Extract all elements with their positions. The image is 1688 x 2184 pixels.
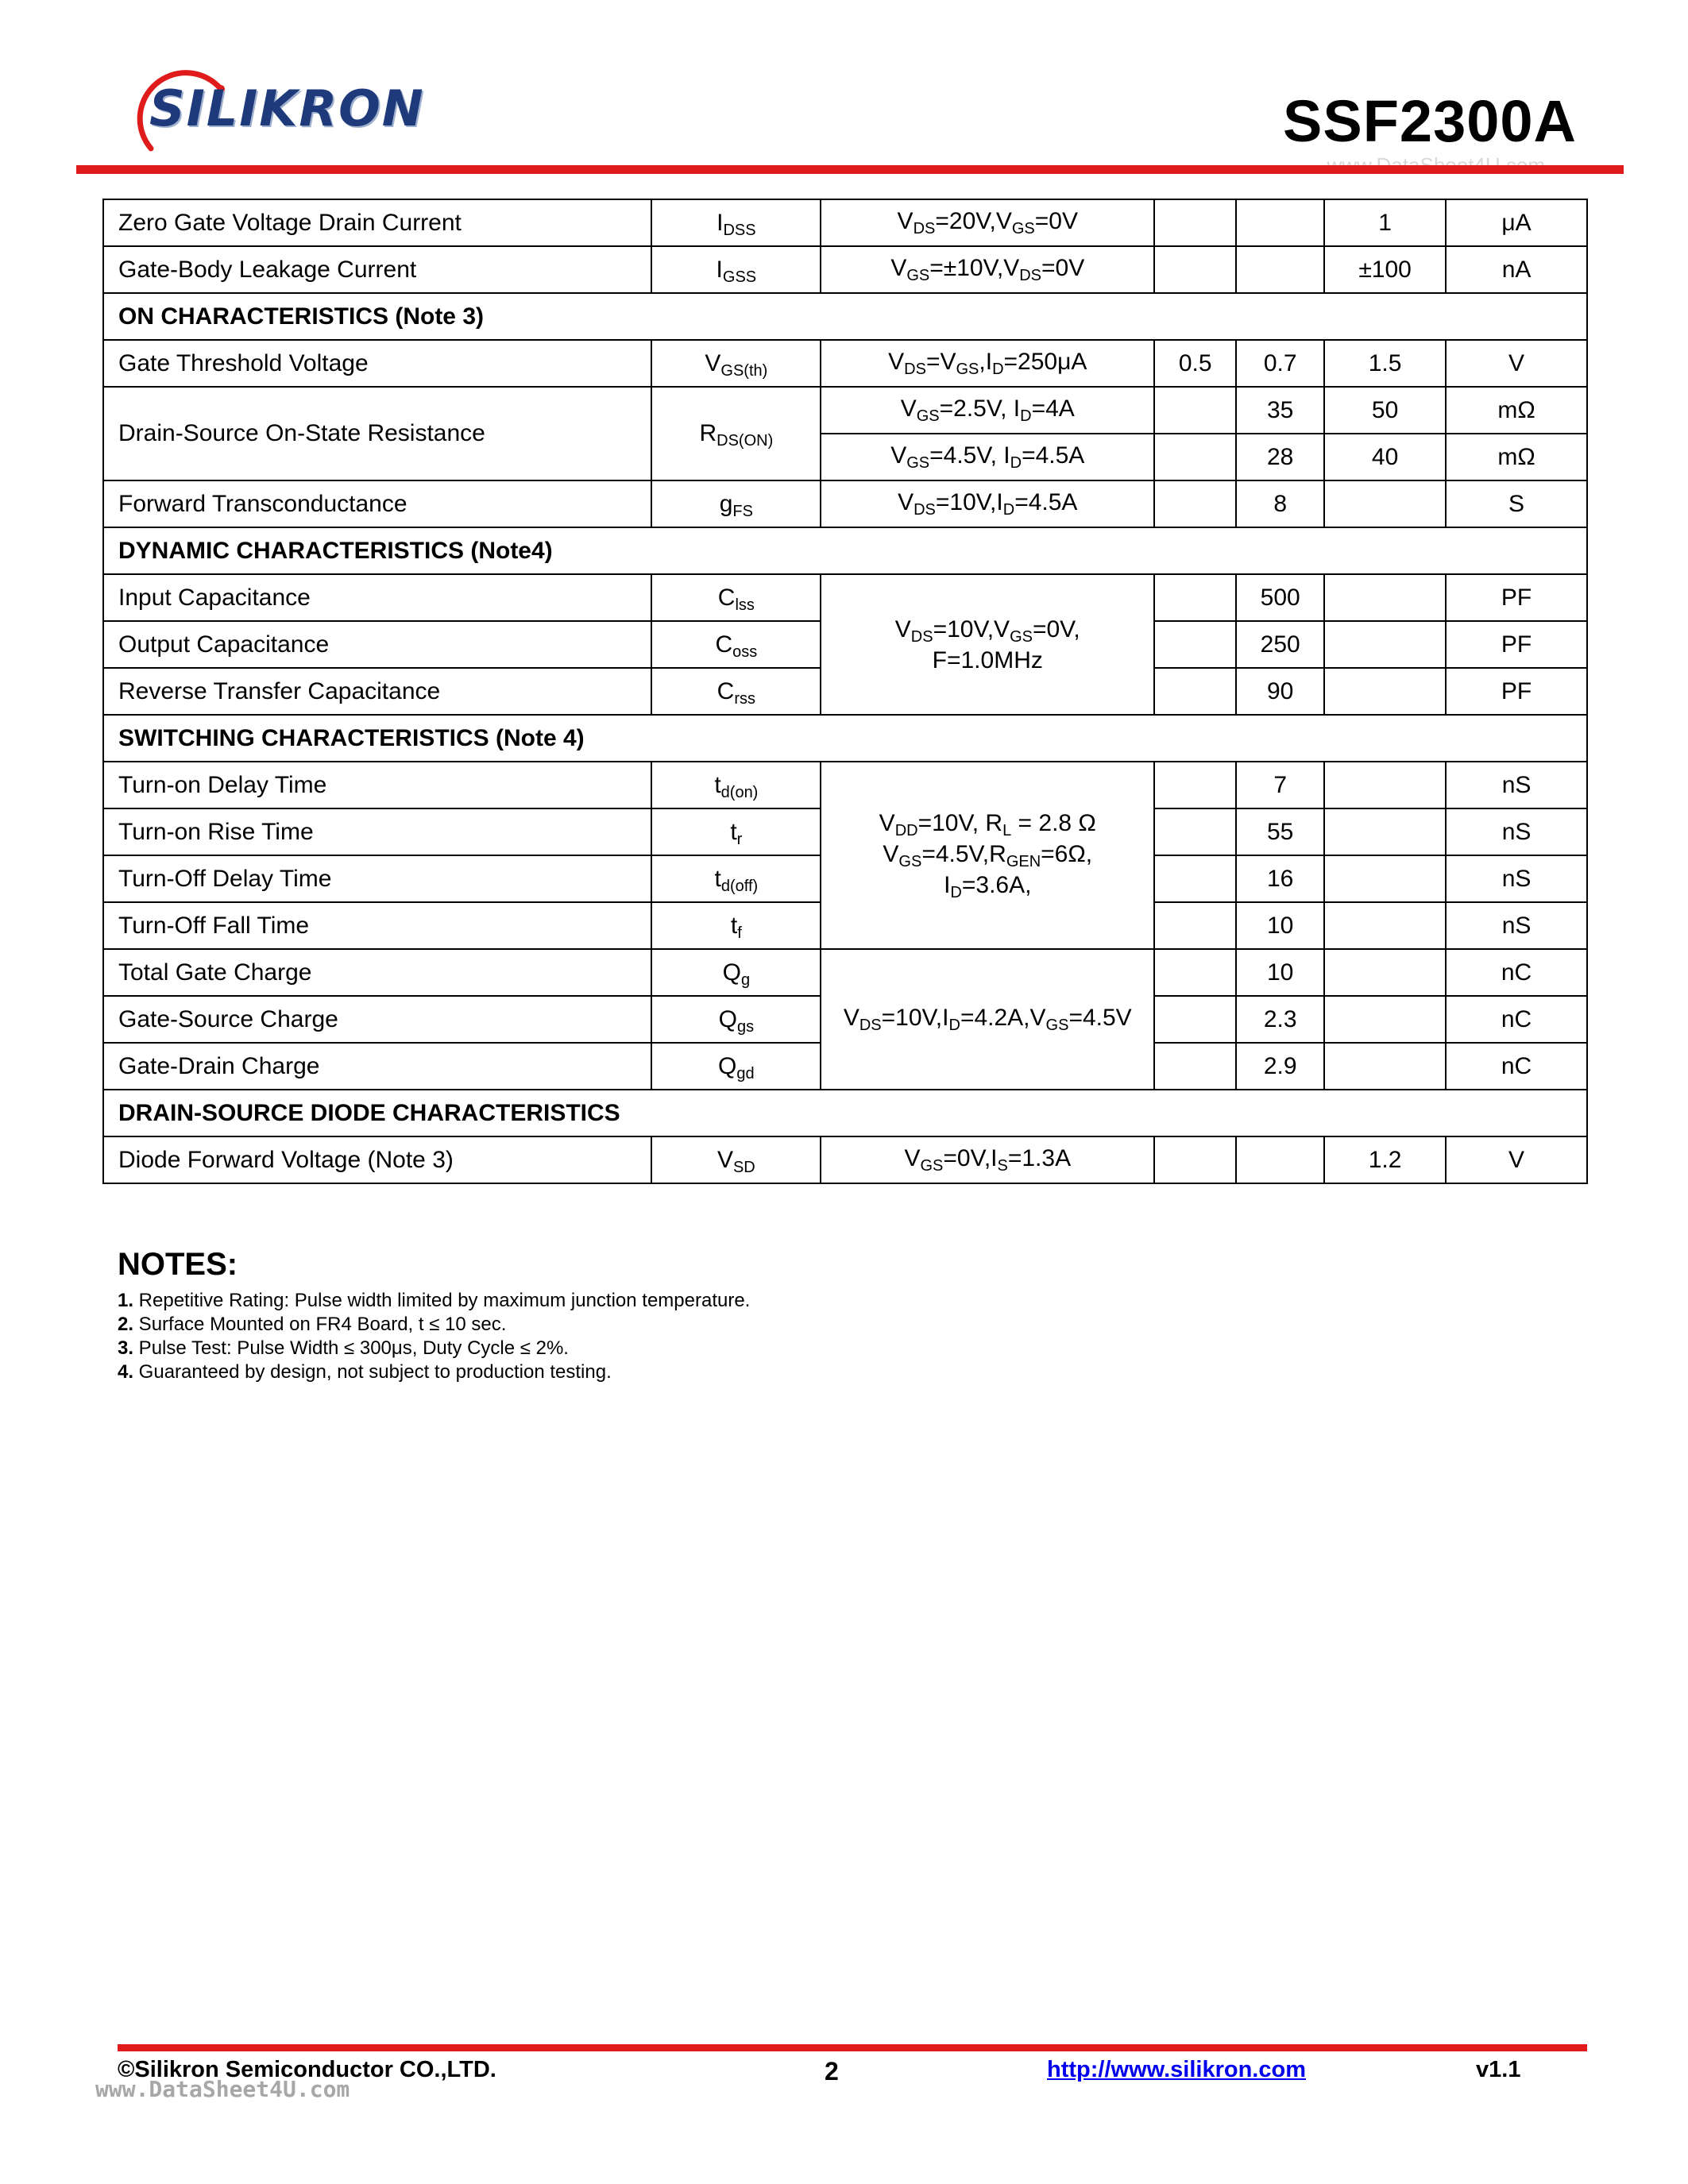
symbol-subscript: rss <box>734 689 756 708</box>
parameter-cell: Gate Threshold Voltage <box>103 340 651 387</box>
symbol-cell <box>651 762 821 808</box>
symbol-subscript: d(on) <box>720 783 759 801</box>
version-label: v1.1 <box>1476 2057 1521 2082</box>
cond-line <box>836 488 1139 519</box>
cond-line <box>836 348 1139 379</box>
cond-text: =250μA <box>1003 349 1087 375</box>
logo-text: SILIKRON <box>149 79 425 137</box>
cond-subscript: DS <box>859 1017 882 1034</box>
cond-text: =2.5V, <box>939 396 1014 422</box>
note-text: Surface Mounted on FR4 Board, t ≤ 10 sec. <box>133 1314 507 1335</box>
max-cell: 1.5 <box>1324 340 1446 387</box>
cond-line <box>836 1144 1139 1175</box>
typ-cell <box>1236 199 1324 246</box>
unit-cell: PF <box>1446 621 1587 668</box>
cond-text: I <box>996 489 1003 515</box>
cond-subscript: D <box>1010 454 1022 472</box>
min-cell <box>1154 480 1236 527</box>
section-row <box>103 715 1587 762</box>
cond-line <box>836 615 1139 646</box>
cond-subscript: DS <box>1019 267 1041 284</box>
symbol-cell <box>651 621 821 668</box>
unit-cell: nS <box>1446 855 1587 902</box>
part-number-title: SSF2300A <box>1283 88 1577 154</box>
symbol-text: R <box>699 420 717 446</box>
symbol-text: t <box>714 771 721 798</box>
parameter-cell: Drain-Source On-State Resistance <box>103 387 651 480</box>
symbol-cell <box>651 1043 821 1090</box>
parameter-cell: Zero Gate Voltage Drain Current <box>103 199 651 246</box>
cond-text: V <box>894 615 911 642</box>
cond-subscript: DS <box>904 361 926 378</box>
min-cell <box>1154 387 1236 434</box>
condition-cell <box>821 949 1154 1090</box>
parameter-cell: Output Capacitance <box>103 621 651 668</box>
cond-text: =4.2A, <box>960 1005 1030 1031</box>
min-cell <box>1154 574 1236 621</box>
unit-cell: V <box>1446 340 1587 387</box>
section-row <box>103 527 1587 574</box>
symbol-text: I <box>716 256 723 283</box>
note-number: 3. <box>118 1337 134 1359</box>
unit-cell: nC <box>1446 949 1587 996</box>
table-row <box>103 574 1587 621</box>
parameter-cell: Turn-on Delay Time <box>103 762 651 808</box>
typ-cell: 2.9 <box>1236 1043 1324 1090</box>
cond-line <box>836 442 1139 473</box>
cond-text: V <box>1003 255 1020 281</box>
parameter-cell: Input Capacitance <box>103 574 651 621</box>
typ-cell: 10 <box>1236 949 1324 996</box>
cond-text: =V <box>925 349 956 375</box>
notes-list <box>118 1289 750 1384</box>
max-cell <box>1324 480 1446 527</box>
min-cell <box>1154 434 1236 480</box>
parameter-cell: Gate-Source Charge <box>103 996 651 1043</box>
unit-cell: nC <box>1446 1043 1587 1090</box>
max-cell: ±100 <box>1324 246 1446 293</box>
min-cell <box>1154 668 1236 715</box>
cond-subscript: GS <box>1045 1017 1069 1034</box>
condition-cell <box>821 1136 1154 1183</box>
max-cell: 40 <box>1324 434 1446 480</box>
table-row <box>103 1136 1587 1183</box>
note-number: 1. <box>118 1290 134 1311</box>
cond-text: =4.5A <box>1022 442 1085 469</box>
cond-text: =4.5V <box>1068 1005 1132 1031</box>
parameter-cell: Gate-Body Leakage Current <box>103 246 651 293</box>
cond-subscript: DS <box>913 220 936 237</box>
symbol-subscript: lss <box>735 596 755 614</box>
symbol-cell <box>651 855 821 902</box>
typ-cell: 2.3 <box>1236 996 1324 1043</box>
min-cell <box>1154 199 1236 246</box>
section-row <box>103 293 1587 340</box>
symbol-text: Q <box>718 1052 737 1079</box>
parameter-cell: Turn-on Rise Time <box>103 808 651 855</box>
symbol-subscript: gd <box>736 1064 755 1082</box>
min-cell <box>1154 621 1236 668</box>
cond-text: V <box>904 1145 921 1171</box>
cond-subscript: D <box>1020 407 1032 425</box>
symbol-subscript: DSS <box>723 221 756 239</box>
electrical-characteristics-table <box>102 199 1588 1184</box>
cond-subscript: GS <box>898 852 922 870</box>
typ-cell: 7 <box>1236 762 1324 808</box>
symbol-subscript: GS(th) <box>720 361 768 380</box>
cond-line <box>836 395 1139 426</box>
symbol-cell <box>651 387 821 480</box>
cond-subscript: DS <box>910 627 933 646</box>
symbol-text: I <box>717 209 724 236</box>
condition-cell <box>821 480 1154 527</box>
cond-subscript: GS <box>1010 627 1033 646</box>
symbol-cell <box>651 808 821 855</box>
typ-cell: 55 <box>1236 808 1324 855</box>
cond-text: =4A <box>1031 396 1075 422</box>
symbol-subscript: DS(ON) <box>717 432 774 450</box>
typ-cell: 35 <box>1236 387 1324 434</box>
unit-cell: PF <box>1446 668 1587 715</box>
cond-subscript: GS <box>1011 220 1035 237</box>
typ-cell: 8 <box>1236 480 1324 527</box>
min-cell <box>1154 1136 1236 1183</box>
unit-cell: nA <box>1446 246 1587 293</box>
cond-text: I <box>1013 396 1021 422</box>
symbol-text: Q <box>718 1005 737 1032</box>
min-cell <box>1154 762 1236 808</box>
condition-cell <box>821 434 1154 480</box>
parameter-cell: Forward Transconductance <box>103 480 651 527</box>
cond-text: V <box>890 255 907 281</box>
company-logo <box>127 57 425 160</box>
watermark-bottom: www.DataSheet4U.com <box>95 2076 350 2102</box>
symbol-text: t <box>714 865 721 892</box>
max-cell <box>1324 949 1446 996</box>
symbol-cell <box>651 949 821 996</box>
cond-text: V <box>890 442 907 469</box>
min-cell <box>1154 996 1236 1043</box>
symbol-subscript: g <box>740 970 751 989</box>
max-cell: 1.2 <box>1324 1136 1446 1183</box>
cond-text: R <box>989 840 1006 867</box>
cond-text: I <box>991 1145 998 1171</box>
note-text: Pulse Test: Pulse Width ≤ 300μs, Duty Cycle ≤ 2%. <box>133 1337 569 1359</box>
cond-subscript: D <box>1002 501 1015 519</box>
symbol-cell <box>651 246 821 293</box>
cond-line <box>836 871 1139 902</box>
cond-text: =20V, <box>935 208 996 234</box>
cond-text: R <box>985 809 1003 836</box>
symbol-cell <box>651 574 821 621</box>
symbol-text: C <box>717 584 736 611</box>
symbol-subscript: r <box>736 830 743 848</box>
symbol-text: Q <box>722 959 741 986</box>
cond-text: =4.5V, <box>929 442 1004 469</box>
website-link[interactable]: http://www.silikron.com <box>1047 2057 1306 2082</box>
cond-subscript: D <box>992 361 1004 378</box>
condition-cell <box>821 574 1154 715</box>
cond-text: V <box>888 349 905 375</box>
max-cell <box>1324 1043 1446 1090</box>
cond-line <box>836 207 1139 238</box>
footer-rule <box>118 2044 1587 2051</box>
header-rule <box>76 165 1624 174</box>
cond-text: =0V <box>1034 208 1078 234</box>
cond-text: V <box>883 840 899 867</box>
table-row <box>103 340 1587 387</box>
cond-text: =10V, <box>881 1005 943 1031</box>
symbol-text: g <box>719 490 733 517</box>
cond-text: =1.3A <box>1007 1145 1072 1171</box>
table-row <box>103 949 1587 996</box>
symbol-cell <box>651 668 821 715</box>
cond-text: =4.5V, <box>921 840 990 867</box>
note-number: 4. <box>118 1361 134 1383</box>
typ-cell: 90 <box>1236 668 1324 715</box>
symbol-cell <box>651 199 821 246</box>
copyright-text: ©Silikron Semiconductor CO.,LTD. <box>118 2057 496 2082</box>
symbol-subscript: gs <box>736 1017 755 1036</box>
max-cell <box>1324 996 1446 1043</box>
cond-subscript: DD <box>894 821 918 839</box>
section-row <box>103 1090 1587 1136</box>
cond-text: =4.5A <box>1014 489 1078 515</box>
symbol-text: t <box>730 818 737 845</box>
cond-line <box>836 1004 1139 1035</box>
condition-cell <box>821 387 1154 434</box>
notes-section <box>118 1247 750 1384</box>
section-heading: DYNAMIC CHARACTERISTICS (Note4) <box>103 527 1587 574</box>
symbol-text: C <box>715 631 733 658</box>
cond-text: =0V, <box>1032 615 1080 642</box>
cond-text: =3.6A, <box>961 871 1032 898</box>
symbol-cell <box>651 1136 821 1183</box>
section-heading: ON CHARACTERISTICS (Note 3) <box>103 293 1587 340</box>
symbol-subscript: GSS <box>722 268 757 286</box>
unit-cell: nS <box>1446 902 1587 949</box>
cond-text: =0V <box>1041 255 1085 281</box>
parameter-cell: Turn-Off Fall Time <box>103 902 651 949</box>
cond-text: =±10V, <box>929 255 1004 281</box>
min-cell <box>1154 808 1236 855</box>
symbol-subscript: f <box>737 924 742 942</box>
max-cell <box>1324 574 1446 621</box>
cond-text: I <box>1003 442 1010 469</box>
unit-cell: μA <box>1446 199 1587 246</box>
typ-cell: 500 <box>1236 574 1324 621</box>
max-cell: 50 <box>1324 387 1446 434</box>
parameter-cell: Turn-Off Delay Time <box>103 855 651 902</box>
cond-line <box>836 646 1139 674</box>
cond-text: =0V, <box>943 1145 991 1171</box>
symbol-text: V <box>717 1146 733 1173</box>
table-row <box>103 387 1587 434</box>
cond-subscript: D <box>948 1017 960 1034</box>
parameter-cell: Reverse Transfer Capacitance <box>103 668 651 715</box>
cond-subscript: GS <box>906 454 930 472</box>
note-item <box>118 1313 750 1337</box>
max-cell <box>1324 762 1446 808</box>
unit-cell: S <box>1446 480 1587 527</box>
unit-cell: nS <box>1446 762 1587 808</box>
symbol-subscript: oss <box>732 642 758 661</box>
min-cell <box>1154 949 1236 996</box>
cond-subscript: L <box>1002 821 1012 839</box>
cond-text: V <box>995 208 1012 234</box>
cond-text: V <box>898 489 914 515</box>
condition-cell <box>821 340 1154 387</box>
max-cell <box>1324 808 1446 855</box>
cond-subscript: GS <box>956 361 979 378</box>
typ-cell <box>1236 246 1324 293</box>
note-item <box>118 1360 750 1384</box>
cond-subscript: GS <box>906 267 930 284</box>
cond-text: V <box>879 809 895 836</box>
cond-text: I <box>944 871 951 898</box>
min-cell <box>1154 855 1236 902</box>
max-cell: 1 <box>1324 199 1446 246</box>
section-heading: DRAIN-SOURCE DIODE CHARACTERISTICS <box>103 1090 1587 1136</box>
symbol-cell <box>651 340 821 387</box>
note-number: 2. <box>118 1314 134 1335</box>
cond-text: =6Ω, <box>1041 840 1093 867</box>
typ-cell: 250 <box>1236 621 1324 668</box>
max-cell <box>1324 621 1446 668</box>
parameter-cell: Diode Forward Voltage (Note 3) <box>103 1136 651 1183</box>
page-number: 2 <box>825 2057 839 2086</box>
symbol-text: V <box>705 349 721 376</box>
table-row <box>103 762 1587 808</box>
cond-text: , <box>979 349 986 375</box>
symbol-subscript: FS <box>732 502 753 520</box>
unit-cell: V <box>1446 1136 1587 1183</box>
cond-text: =10V, <box>917 809 986 836</box>
typ-cell: 16 <box>1236 855 1324 902</box>
min-cell <box>1154 246 1236 293</box>
symbol-subscript: d(off) <box>720 877 759 895</box>
typ-cell <box>1236 1136 1324 1183</box>
unit-cell: PF <box>1446 574 1587 621</box>
note-item <box>118 1289 750 1313</box>
cond-text: I <box>985 349 993 375</box>
max-cell <box>1324 668 1446 715</box>
table-row <box>103 199 1587 246</box>
parameter-cell: Gate-Drain Charge <box>103 1043 651 1090</box>
cond-line <box>836 840 1139 871</box>
cond-text: V <box>994 615 1010 642</box>
cond-text: V <box>1029 1005 1046 1031</box>
unit-cell: nS <box>1446 808 1587 855</box>
cond-text: = 2.8 Ω <box>1011 809 1096 836</box>
cond-text: V <box>900 396 917 422</box>
cond-text: =10V, <box>935 489 997 515</box>
min-cell <box>1154 902 1236 949</box>
unit-cell: mΩ <box>1446 434 1587 480</box>
max-cell <box>1324 902 1446 949</box>
cond-line <box>836 254 1139 285</box>
cond-subscript: S <box>997 1157 1008 1175</box>
table-row <box>103 480 1587 527</box>
symbol-cell <box>651 996 821 1043</box>
cond-text: =10V, <box>933 615 995 642</box>
min-cell: 0.5 <box>1154 340 1236 387</box>
symbol-text: C <box>717 677 735 704</box>
cond-text: F=1.0MHz <box>932 646 1043 673</box>
section-heading: SWITCHING CHARACTERISTICS (Note 4) <box>103 715 1587 762</box>
cond-text: V <box>897 208 914 234</box>
unit-cell: mΩ <box>1446 387 1587 434</box>
symbol-cell <box>651 902 821 949</box>
cond-subscript: GEN <box>1006 852 1041 870</box>
symbol-text: t <box>730 912 738 939</box>
note-text: Guaranteed by design, not subject to production testing. <box>133 1361 612 1383</box>
max-cell <box>1324 855 1446 902</box>
typ-cell: 0.7 <box>1236 340 1324 387</box>
note-item <box>118 1337 750 1360</box>
symbol-cell <box>651 480 821 527</box>
condition-cell <box>821 199 1154 246</box>
cond-line <box>836 809 1139 840</box>
parameter-cell: Total Gate Charge <box>103 949 651 996</box>
condition-cell <box>821 246 1154 293</box>
typ-cell: 28 <box>1236 434 1324 480</box>
symbol-subscript: SD <box>732 1158 755 1176</box>
cond-text: V <box>843 1005 859 1031</box>
cond-text: I <box>942 1005 949 1031</box>
min-cell <box>1154 1043 1236 1090</box>
table-row <box>103 246 1587 293</box>
typ-cell: 10 <box>1236 902 1324 949</box>
unit-cell: nC <box>1446 996 1587 1043</box>
cond-subscript: D <box>950 883 962 901</box>
cond-subscript: DS <box>914 501 936 519</box>
cond-subscript: GS <box>916 407 940 425</box>
note-text: Repetitive Rating: Pulse width limited by maximum junction temperature. <box>133 1290 751 1311</box>
condition-cell <box>821 762 1154 949</box>
notes-heading: NOTES: <box>118 1247 238 1282</box>
cond-subscript: GS <box>920 1157 944 1175</box>
